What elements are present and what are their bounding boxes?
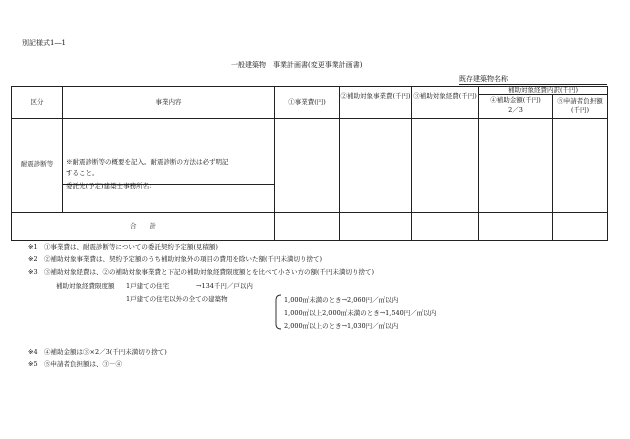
note-4-mark: ※4 bbox=[28, 348, 38, 356]
note-2: ②補助対象事業費は、契約予定額のうち補助対象外の項目の費用を除いた額(千円未満切り捨て) bbox=[44, 255, 323, 263]
header-content: 事業内容 bbox=[155, 98, 182, 106]
note-1-mark: ※1 bbox=[28, 243, 38, 251]
total-label: 合 計 bbox=[130, 222, 156, 230]
row-consignee: 委託先(予定)建築士事務所名： bbox=[66, 182, 156, 190]
header-applicant-share: ⑤申請者負担額(千円) bbox=[557, 97, 603, 114]
tier-1: 1,000㎡未満のとき→2,060円／㎡以内 bbox=[284, 296, 399, 304]
note-2-mark: ※2 bbox=[28, 255, 38, 263]
note-5-mark: ※5 bbox=[28, 360, 38, 368]
header-eligible-cost: ②補助対象事業費(千円) bbox=[340, 92, 411, 100]
header-project-cost: ①事業費(円) bbox=[288, 98, 326, 106]
form-number: 別記様式1―1 bbox=[22, 39, 66, 47]
note-5: ⑤申請者負担額は、③－④ bbox=[44, 360, 122, 368]
building-name-label: 既存建築物名称 bbox=[459, 75, 508, 83]
other-buildings-label: 1戸建ての住宅以外の全ての建築物 bbox=[126, 295, 228, 303]
header-subsidy-amount: ④補助金額(千円) bbox=[490, 96, 541, 104]
note-3: ③補助対象経費は、②の補助対象事業費と下記の補助対象経費限度額とを比べて小さい方の額(千円未満切り捨て) bbox=[44, 268, 375, 276]
note-1: ①事業費は、耐震診断等についての委託契約予定額(見積額) bbox=[44, 243, 218, 251]
bracket-shape bbox=[274, 294, 282, 330]
tier-2: 1,000㎡以上2,000㎡未満のとき→1,540円／㎡以内 bbox=[284, 309, 437, 317]
row-note-line1: ※耐震診断等の概要を記入。耐震診断の方法は必ず明記 bbox=[66, 158, 229, 166]
detached-value: →134千円／戸以内 bbox=[196, 282, 253, 290]
building-name-field[interactable] bbox=[459, 84, 607, 85]
header-category: 区分 bbox=[30, 98, 44, 106]
page-title: 一般建築物 事業計画書(変更事業計画書) bbox=[231, 61, 363, 69]
row-category: 耐震診断等 bbox=[20, 160, 54, 168]
header-subsidy-ratio: 2／3 bbox=[508, 106, 523, 114]
limit-label: 補助対象経費限度額 bbox=[56, 282, 115, 290]
note-4: ④補助金額は③×2／3(千円未満切り捨て) bbox=[44, 348, 167, 356]
detached-label: 1戸建ての住宅 bbox=[126, 282, 170, 290]
note-3-mark: ※3 bbox=[28, 268, 38, 276]
header-eligible-expense: ③補助対象経費(千円) bbox=[413, 92, 477, 100]
row-note-line2: すること。 bbox=[66, 169, 99, 177]
header-breakdown: 補助対象経費内訳(千円) bbox=[507, 86, 579, 94]
tier-3: 2,000㎡以上のとき→1,030円／㎡以内 bbox=[284, 322, 399, 330]
